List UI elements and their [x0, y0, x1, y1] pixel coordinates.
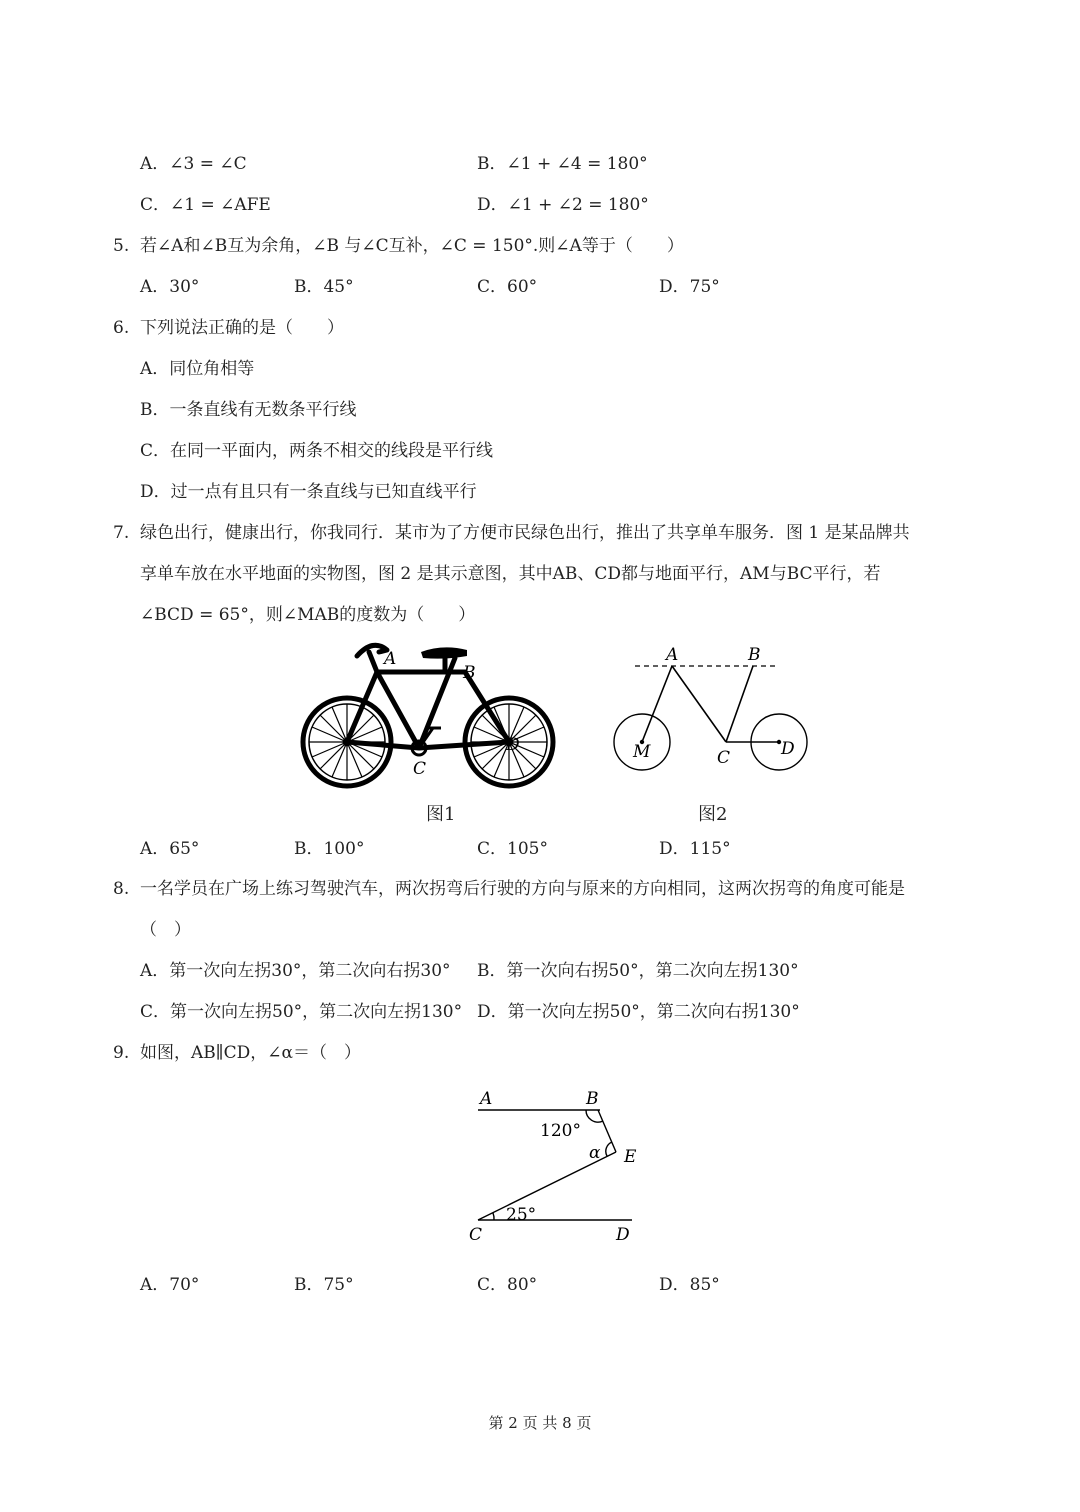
fig2-label-a: A: [666, 645, 679, 665]
fig9-label-a: A: [480, 1089, 493, 1109]
q7-option-a: A．65°: [140, 839, 200, 859]
q8-option-b: B．第一次向右拐50°，第二次向左拐130°: [477, 961, 799, 981]
q4-option-b: B．∠1 + ∠4 = 180°: [477, 154, 648, 174]
q6-option-d: D．过一点有且只有一条直线与已知直线平行: [140, 482, 477, 502]
fig9-angle-120: 120°: [540, 1121, 581, 1141]
q4-option-d: D．∠1 + ∠2 = 180°: [477, 195, 649, 215]
segment-ac: [672, 666, 726, 742]
fig9-label-e: E: [624, 1147, 637, 1167]
fig1-caption: 图1: [426, 804, 456, 825]
fig1-label-c: C: [413, 759, 427, 779]
q6-option-c: C．在同一平面内，两条不相交的线段是平行线: [140, 441, 494, 461]
q5-option-a: A．30°: [140, 277, 200, 297]
segment-bc: [726, 666, 753, 742]
fig9-angle-25: 25°: [506, 1205, 537, 1225]
fig2-label-m: M: [633, 742, 651, 762]
q8-stem-line-1: 一名学员在广场上练习驾驶汽车，两次拐弯后行驶的方向与原来的方向相同，这两次拐弯的角度可能是: [140, 879, 905, 899]
q8-option-a: A．第一次向左拐30°，第二次向右拐30°: [140, 961, 451, 981]
q7-option-b: B．100°: [294, 839, 365, 859]
q9-option-a: A．70°: [140, 1275, 200, 1295]
fig2-label-c: C: [717, 748, 731, 768]
schematic-figure: [605, 640, 820, 780]
q6-stem: 下列说法正确的是（ ）: [140, 318, 344, 338]
q8-option-c: C．第一次向左拐50°，第二次向左拐130°: [140, 1002, 463, 1022]
q6-number: 6.: [113, 318, 130, 338]
fig1-label-b: B: [463, 663, 476, 683]
q8-option-d: D．第一次向左拐50°，第二次向右拐130°: [477, 1002, 800, 1022]
q4-option-a: A．∠3 = ∠C: [140, 154, 247, 174]
fig9-label-b: B: [586, 1089, 599, 1109]
fig1-label-d: D: [506, 735, 520, 755]
q7-stem-line-1: 绿色出行，健康出行，你我同行．某市为了方便市民绿色出行，推出了共享单车服务．图 1 是某品牌共: [140, 523, 910, 543]
q9-number: 9.: [113, 1043, 130, 1063]
q7-option-d: D．115°: [659, 839, 731, 859]
q7-option-c: C．105°: [477, 839, 548, 859]
angle-c-arc: [493, 1213, 494, 1220]
fig2-label-d: D: [781, 739, 795, 759]
q5-number: 5.: [113, 236, 130, 256]
q7-stem-line-3: ∠BCD = 65°，则∠MAB的度数为（ ）: [140, 605, 476, 625]
q8-stem-line-2: （ ）: [140, 920, 191, 940]
q9-option-c: C．80°: [477, 1275, 538, 1295]
q9-option-d: D．85°: [659, 1275, 720, 1295]
fig1-label-a: A: [384, 649, 397, 669]
fig2-caption: 图2: [698, 804, 728, 825]
fig9-label-c: C: [469, 1225, 483, 1245]
q5-stem: 若∠A和∠B互为余角，∠B 与∠C互补，∠C = 150°.则∠A等于（ ）: [140, 236, 684, 256]
q5-option-b: B．45°: [294, 277, 354, 297]
q7-number: 7.: [113, 523, 130, 543]
fig9-label-d: D: [616, 1225, 630, 1245]
q5-option-d: D．75°: [659, 277, 720, 297]
q9-stem: 如图，AB∥CD，∠α＝（ ）: [140, 1043, 361, 1063]
q5-option-c: C．60°: [477, 277, 538, 297]
page-footer: 第 2 页 共 8 页: [488, 1414, 592, 1432]
fig2-label-b: B: [748, 645, 761, 665]
q4-option-c: C．∠1 = ∠AFE: [140, 195, 271, 215]
q6-option-b: B．一条直线有无数条平行线: [140, 400, 357, 420]
fig9-label-alpha: α: [589, 1143, 601, 1163]
q9-option-b: B．75°: [294, 1275, 354, 1295]
q7-stem-line-2: 享单车放在水平地面的实物图，图 2 是其示意图，其中AB、CD都与地面平行，AM与BC平行，若: [140, 564, 881, 584]
parallel-lines-figure: [460, 1080, 660, 1250]
q8-number: 8.: [113, 879, 130, 899]
bicycle-figure: [295, 630, 560, 790]
bicycle-seat: [421, 647, 467, 658]
q6-option-a: A．同位角相等: [140, 359, 255, 379]
